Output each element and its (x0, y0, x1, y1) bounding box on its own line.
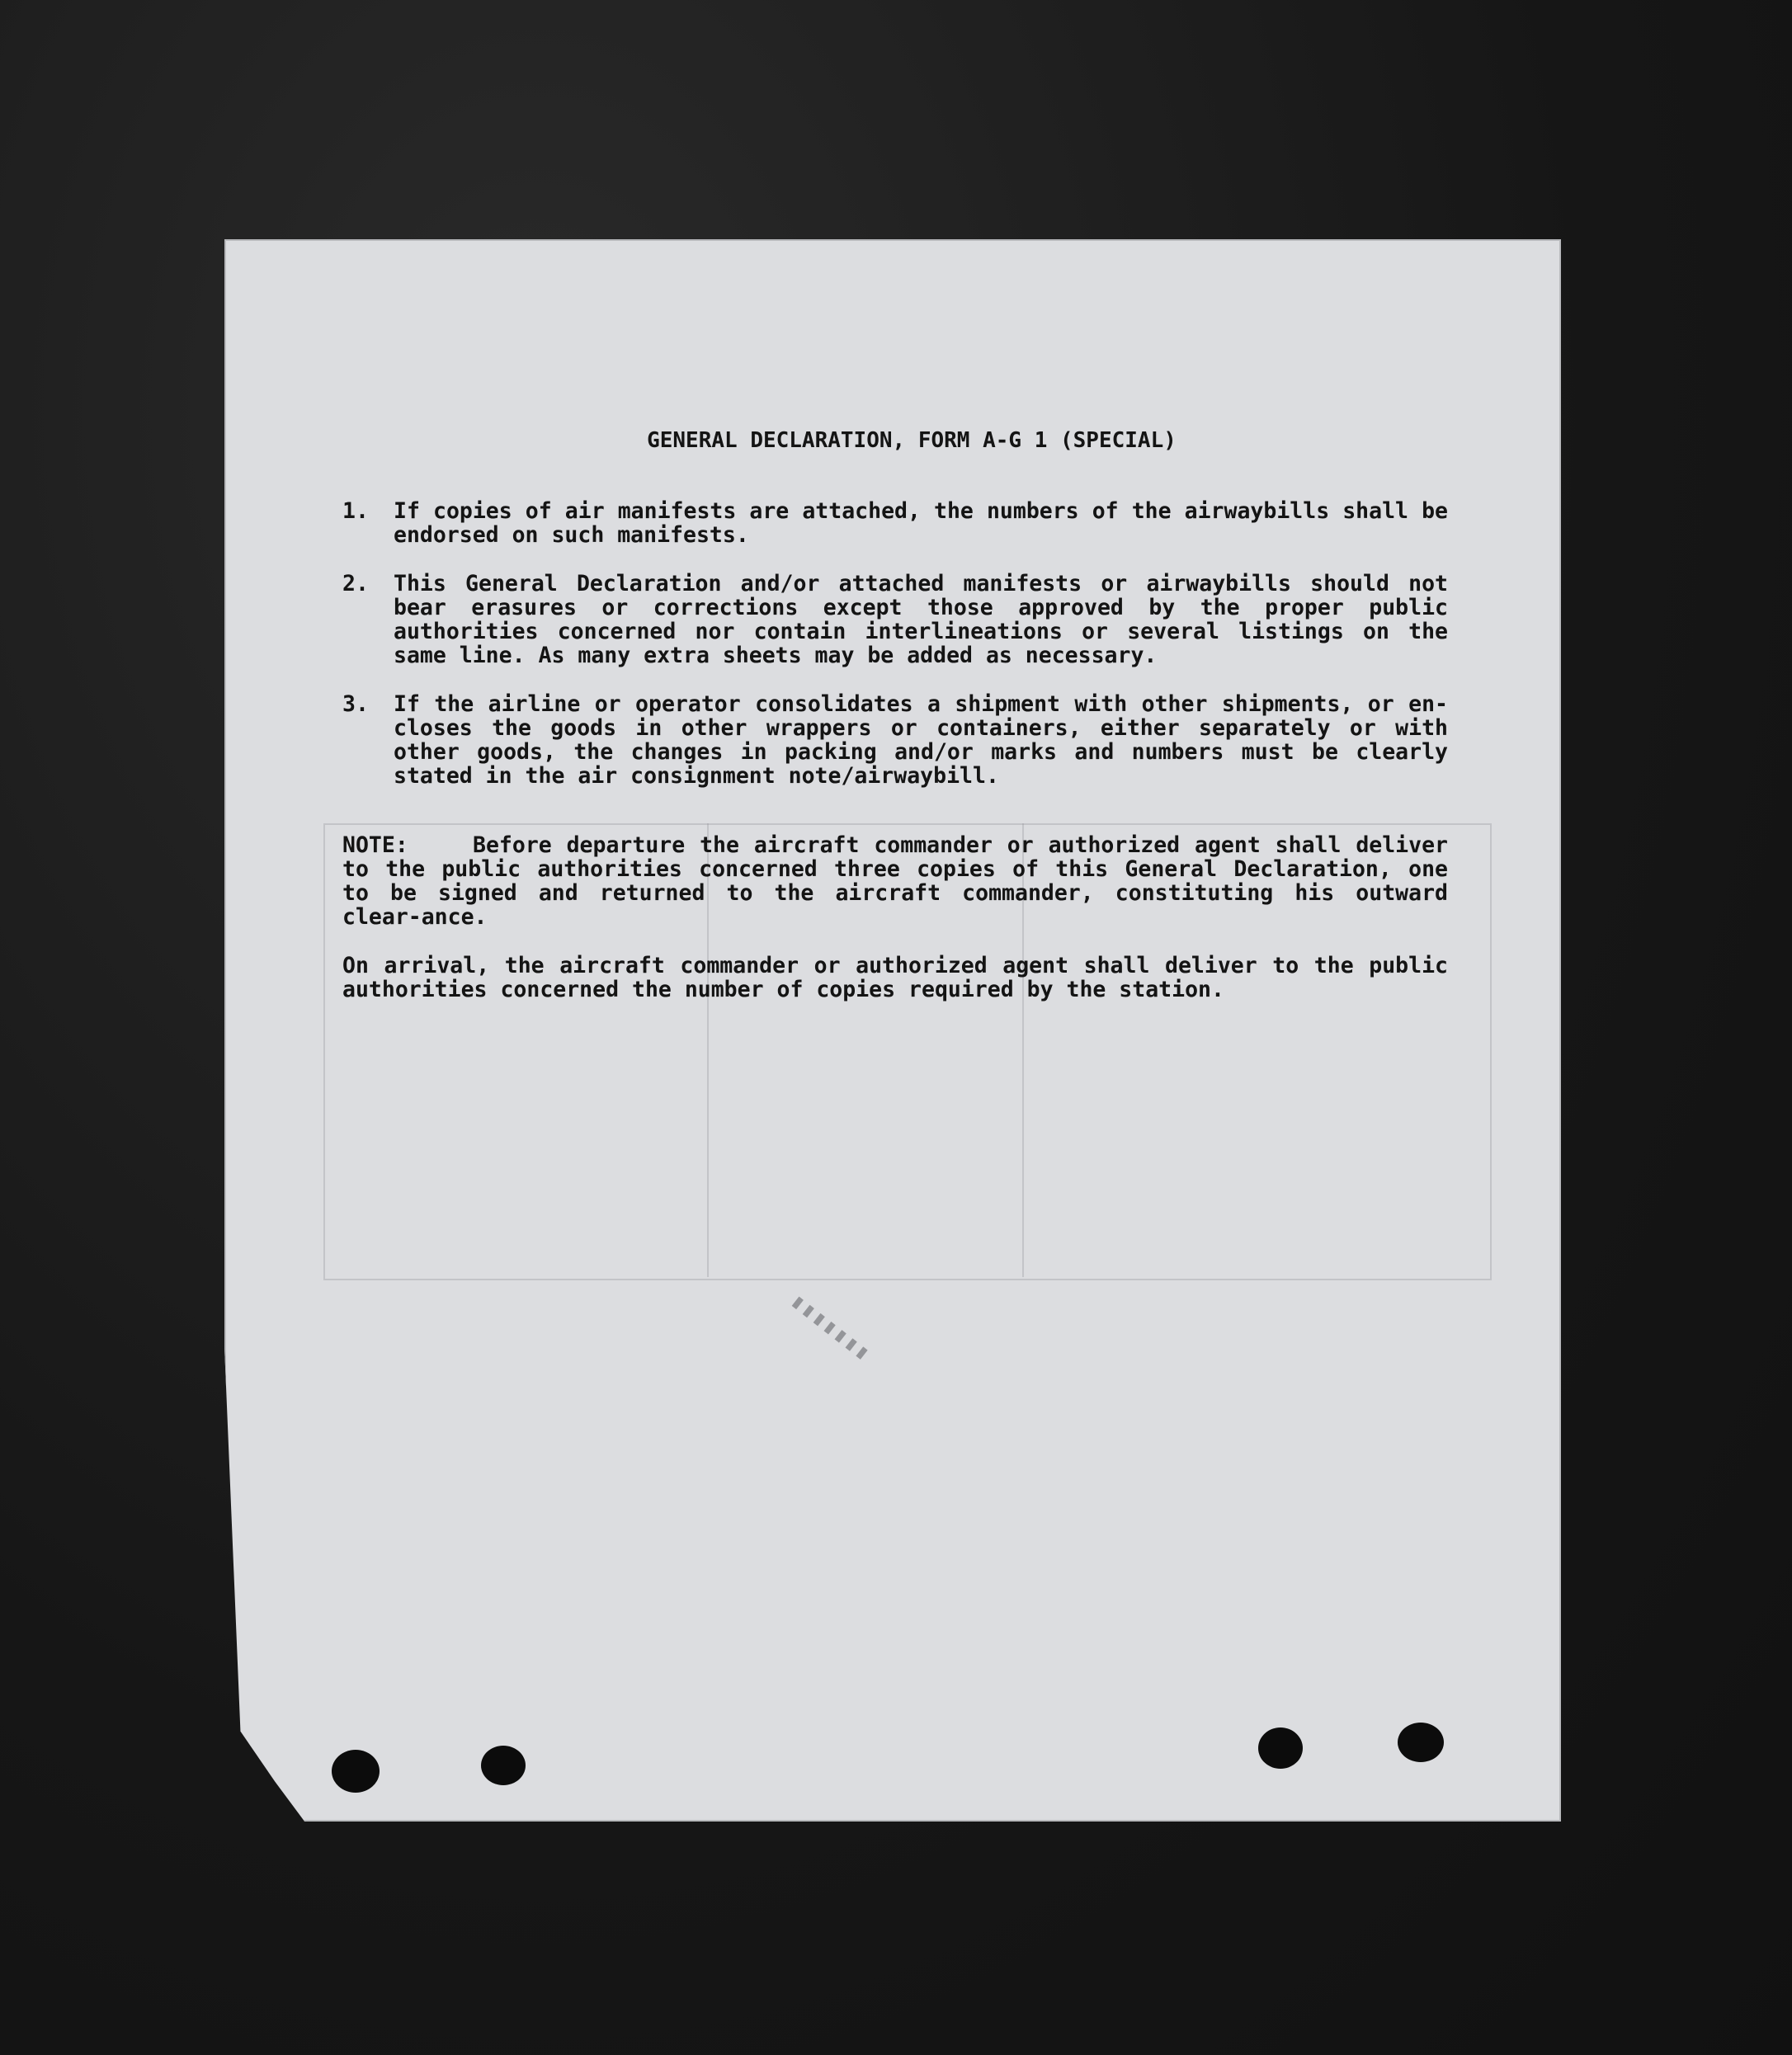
item-text: If the airline or operator consolidates a shipment with other shipments, or en-closes the goods in other wrappers or containers, either separately or with other goods, the changes in packing and/or marks and numbers must be clearly stated in the air consignment note/airwaybill. (394, 691, 1448, 789)
faint-stamp-mark: ▮▮▮▮▮▮▮ (786, 1289, 876, 1366)
declaration-content (342, 429, 1448, 1002)
punch-hole (332, 1750, 380, 1793)
note-paragraph (342, 833, 1448, 929)
list-item (342, 499, 1448, 547)
item-text: If copies of air manifests are attached, the numbers of the airwaybills shall be endorsed on such manifests. (394, 498, 1448, 548)
punch-hole (1258, 1727, 1303, 1769)
arrival-paragraph: On arrival, the aircraft commander or authorized agent shall deliver to the public authorities concerned the number of copies required by the station. (342, 953, 1448, 1002)
list-item (342, 572, 1448, 667)
page-title: GENERAL DECLARATION, FORM A-G 1 (SPECIAL) (647, 428, 1177, 453)
item-number: 2. (342, 571, 369, 596)
item-number: 1. (342, 498, 369, 524)
item-text: This General Declaration and/or attached manifests or airwaybills should not bear erasures or corrections except those approved by the proper public authorities concerned nor contain interlineations or several listings on the same line. As many extra sheets may be added as necessary. (394, 571, 1448, 668)
punch-hole (481, 1746, 526, 1785)
punch-hole (1398, 1723, 1444, 1762)
item-number: 3. (342, 691, 369, 717)
list-item (342, 692, 1448, 788)
note-text: Before departure the aircraft commander or authorized agent shall deliver to the public authorities concerned three copies of this General Declaration, one to be signed and returned to the aircraft commander, constituting his outward clear-ance. (342, 832, 1448, 930)
note-label: NOTE: (342, 832, 408, 858)
